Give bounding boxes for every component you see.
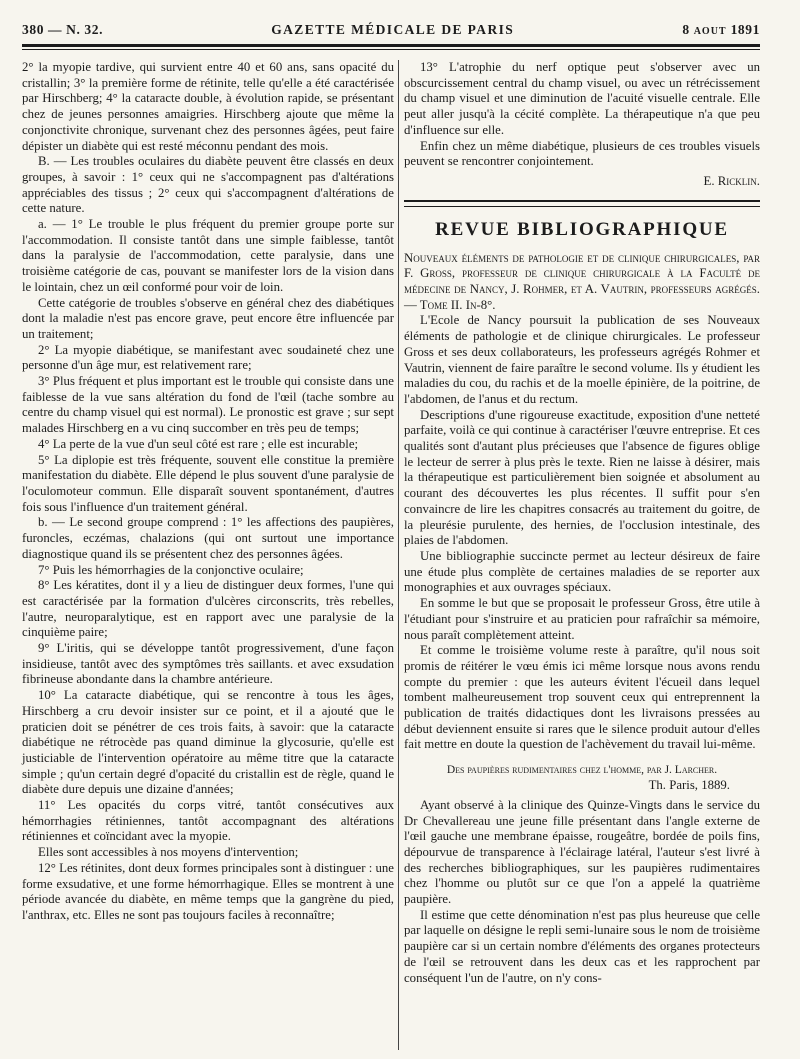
section-separator-thin: [404, 206, 760, 207]
paragraph: 5° La diplopie est très fréquente, souvent elle constitue la première manifestation du diabète. Elle dépend le plus souvent d'une paralysie de l'oculomoteur commun. Elle disparaît souvent spontanément, d'autres fois sous l'influence d'un traitement général.: [22, 452, 394, 514]
paragraph: 4° La perte de la vue d'un seul côté est rare ; elle est incurable;: [38, 436, 359, 451]
right-column: [404, 60, 760, 986]
book-title: Nouveaux éléments de pathologie et de clinique chirurgicales, par F. Gross, professeur de clinique chirurgicale à la Faculté de médecine de Nancy, J. Rohmer, et A. Vautrin, professeurs agrégés. — Tome II. In-8°.: [404, 250, 760, 312]
paragraph: 2° la myopie tardive, qui survient entre 40 et 60 ans, sans opacité du cristallin; 3° la première forme de rétinite, telle qu'elle a été caractérisée par Hirschberg; 4° la cataracte double, à évolution rapide, se présentant chez de jeunes personnes amaigries. Hirschberg ajoute que même la conjonctivite chronique, survenant chez des personnes âgées, peut faire dépister un diabète qui est resté méconnu pendant des mois.: [22, 60, 394, 153]
paragraph: b. — Le second groupe comprend : 1° les affections des paupières, furoncles, eczémas, chalazions (qui ont surtout une importance diagnostique quand ils se présentent chez des personnes âgées.: [22, 515, 394, 561]
header-rule-thin: [22, 49, 760, 50]
author-signature: E. Ricklin.: [703, 173, 760, 188]
paragraph: Il estime que cette dénomination n'est pas plus heureuse que celle par laquelle on désigne le repli semi-lunaire sous le nom de troisième paupière car si un certain nombre d'éléments des organes protecteurs de l'œil se retrouvent dans les deux cas et les rapprochent par conséquent l'un de l'autre, on n'y cons-: [404, 907, 760, 985]
section-title: REVUE BIBLIOGRAPHIQUE: [435, 218, 729, 240]
paragraph: Ayant observé à la clinique des Quinze-Vingts dans le service du Dr Chevallereau une jeune fille présentant dans l'angle externe de l'œil gauche une membrane épaisse, rougeâtre, bordée de poils fins, dépourvue de transparence à l'éclairage latéral, l'auteur s'est livré à des recherches bibliographiques, sur les paupières rudimentaires chez l'homme ou plutôt sur ce que l'on a appelé la quatrième paupière.: [404, 797, 760, 907]
paragraph: 9° L'iritis, qui se développe tantôt progressivement, d'une façon insidieuse, tantôt avec des symptômes très saillants. et avec exsudation fibrineuse abondante dans la chambre antérieure.: [22, 641, 394, 687]
paragraph: L'Ecole de Nancy poursuit la publication de ses Nouveaux éléments de pathologie et de clinique chirurgicales. Le professeur Gross et ses deux collaborateurs, les professeurs agrégés Rohmer et Vautrin, viennent de faire paraître le second volume. Ils y étudient les maladies du cou, du rachis et de la moelle épinière, de la poitrine, de l'abdomen, de l'anus et du rectum.: [404, 313, 760, 406]
paragraph: B. — Les troubles oculaires du diabète peuvent être classés en deux groupes, à savoir : 1° ceux qui ne s'accompagnent pas d'altérations appréciables des tissus ; 2° ceux qui s'accompagnent d'altérations de cette nature.: [22, 154, 394, 216]
paragraph: Et comme le troisième volume reste à paraître, qu'il nous soit promis de réitérer le vœu émis ici même lorsque nous avons rendu compte du premier : que les auteurs évitent l'écueil dans lequel tombent malheureusement trop souvent ceux qui entreprennent la publication de traités didactiques dont les livraisons pressées au début deviennent ensuite si rares que le silence produit autour d'elles fait mettre en doute la question de l'achèvement du travail lui-même.: [404, 643, 760, 752]
issue-date: 8 AOUT 1891: [682, 22, 760, 37]
section-separator: [404, 200, 760, 202]
paragraph: 3° Plus fréquent et plus important est le trouble qui consiste dans une faiblesse de la vue sans altération du fond de l'œil (tache sombre au centre du champ visuel qui est normal). Le pronostic est grave ; sur sept malades Hirschberg en a vu cinq succomber en très peu de temps;: [22, 374, 394, 436]
paragraph: Descriptions d'une rigoureuse exactitude, exposition d'une netteté parfaite, voilà ce qui continue à caractériser l'œuvre entreprise. Et ces qualités sont d'autant plus précieuses que l'absence de figures oblige le lecteur de serrer à plus près le texte. Rien ne laisse à désirer, mais la thérapeutique est particulièrement bien soignée et absolument au courant des découvertes les plus récentes. Il suffit pour s'en convaincre de lire les chapitres consacrés au traitement du goitre, de la pleurésie purulente, des hernies, de l'occlusion intestinale, des plaies de l'abdomen.: [404, 407, 760, 548]
journal-title: GAZETTE MÉDICALE DE PARIS: [271, 22, 515, 37]
paragraph: Cette catégorie de troubles s'observe en général chez des diabétiques dont la maladie n'est pas encore grave, peut encore être influencée par un traitement;: [22, 295, 394, 341]
paragraph: Une bibliographie succincte permet au lecteur désireux de faire une étude plus complète de certaines maladies de se reporter aux monographies et aux ouvrages spéciaux.: [404, 548, 760, 595]
paragraph: 7° Puis les hémorrhagies de la conjonctive oculaire;: [38, 562, 304, 577]
column-divider: [398, 60, 399, 1050]
paragraph: En somme le but que se proposait le professeur Gross, être utile à l'étudiant pour s'instruire et au praticien pour rafraîchir sa mémoire, nous paraît complètement atteint.: [404, 596, 760, 642]
page-number: 380 — N. 32.: [22, 22, 104, 37]
article-subtitle: Th. Paris, 1889.: [648, 778, 730, 793]
left-column: [22, 60, 394, 924]
page-header: [22, 22, 760, 44]
paragraph: 2° La myopie diabétique, se manifestant avec soudaineté chez une personne d'un âge mur, est relativement rare;: [22, 342, 394, 373]
paragraph: 13° L'atrophie du nerf optique peut s'observer avec un obscurcissement central du champ visuel, ou avec un rétrécissement du champ visuel et une diminution de l'acuité visuelle centrale. Elle peut aller jusqu'à la cécité complète. La thérapeutique n'a que peu d'influence sur elle.: [404, 60, 760, 137]
paragraph: a. — 1° Le trouble le plus fréquent du premier groupe porte sur l'accommodation. Il consiste tantôt dans une simple faiblesse, tantôt dans la paralysie de l'accommodation, cette paralysie, dans une troisième catégorie de cas, pouvant se manifester lors de la vision dans le lointain, chez un œil conformé pour voir de loin.: [22, 217, 394, 294]
paragraph: 8° Les kératites, dont il y a lieu de distinguer deux formes, l'une qui est caractérisée par la formation d'ulcères circonscrits, très rebelles, l'autre, neuroparalytique, est en rapport avec une paralysie de la cinquième paire;: [22, 578, 394, 640]
paragraph: 11° Les opacités du corps vitré, tantôt consécutives aux hémorrhagies rétiniennes, tantôt accompagnant des altérations rétiniennes et coïncidant avec la myopie.: [22, 798, 394, 844]
article-title: Des paupières rudimentaires chez l'homme, par J. Larcher.: [446, 764, 718, 777]
paragraph: 10° La cataracte diabétique, qui se rencontre à tous les âges, Hirschberg a cru devoir insister sur ce point, et il a ajouté que le praticien doit se pénétrer de ces trois faits, à savoir: que la cataracte diabétique ne rétrocède pas quand diminue la glycosurie, qu'elle est justiciable de l'intervention opératoire au même titre que la cataracte simple ; qu'un certain degré d'opacité du cristallin est de règle, quand le diabète dure depuis une dizaine d'années;: [22, 688, 394, 797]
paragraph: Enfin chez un même diabétique, plusieurs de ces troubles visuels peuvent se rencontrer conjointement.: [404, 138, 760, 169]
header-rule: [22, 44, 760, 47]
paragraph: Elles sont accessibles à nos moyens d'intervention;: [38, 845, 299, 860]
paragraph: 12° Les rétinites, dont deux formes principales sont à distinguer : une forme exsudative, et une forme hémorrhagique. Elles se montrent à une période avancée du diabète, en même temps que la gangrène du pied, l'anthrax, etc. Elles ne sont pas toujours faciles à reconnaître;: [22, 860, 394, 922]
